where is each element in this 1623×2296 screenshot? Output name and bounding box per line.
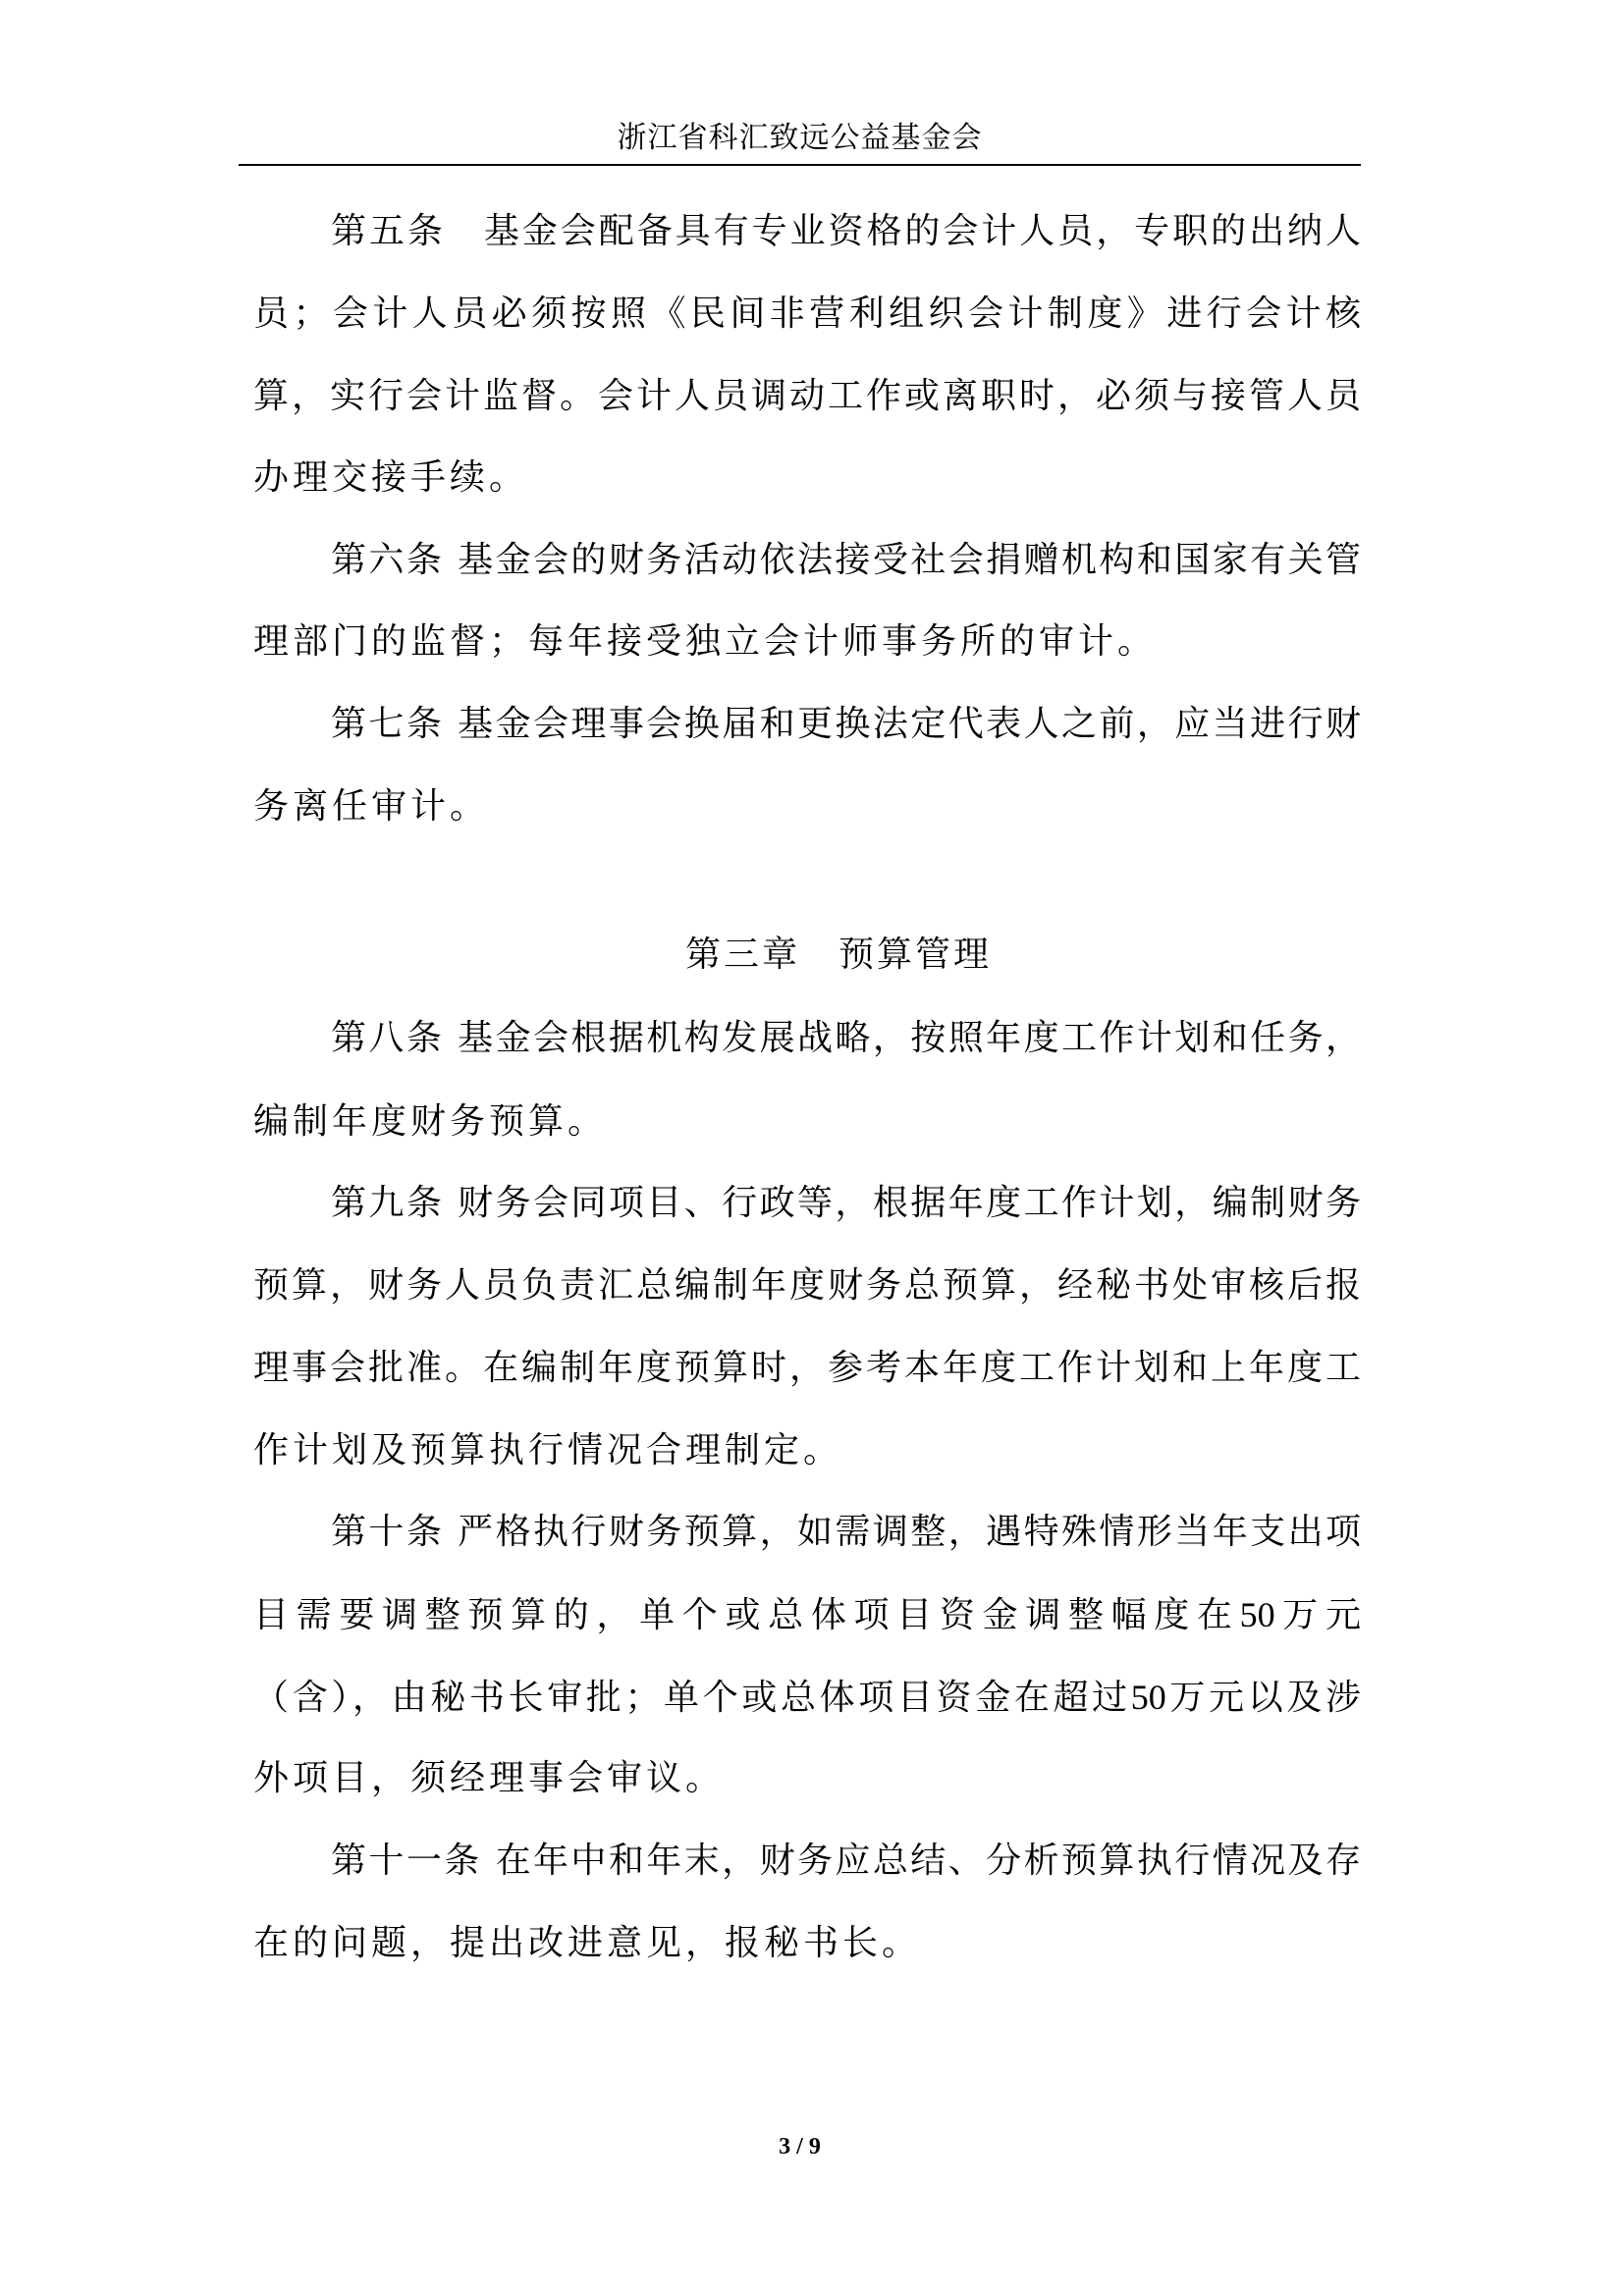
chapter-heading: 第三章 预算管理 <box>684 934 992 975</box>
paragraph-line: 务离任审计。 <box>253 786 490 827</box>
paragraph-first-line: 第七条 基金会理事会换届和更换法定代表人之前，应当进行财 <box>331 704 1361 744</box>
paragraph-line: 办理交接手续。 <box>253 457 529 498</box>
paragraph-line: 算，实行会计监督。会计人员调动工作或离职时，必须与接管人员 <box>253 376 1361 416</box>
paragraph-line: 预算，财务人员负责汇总编制年度财务总预算，经秘书处审核后报 <box>253 1265 1361 1306</box>
paragraph-first-line: 第九条 财务会同项目、行政等，根据年度工作计划，编制财务 <box>331 1183 1361 1223</box>
paragraph-line: 外项目，须经理事会审议。 <box>253 1758 726 1798</box>
paragraph-first-line: 第五条 基金会配备具有专业资格的会计人员，专职的出纳人 <box>331 211 1361 251</box>
paragraph-line: 在的问题，提出改进意见，报秘书长。 <box>253 1923 922 1963</box>
amount-number: 50 <box>1130 1678 1166 1717</box>
paragraph-first-line: 第十一条 在年中和年末，财务应总结、分析预算执行情况及存 <box>331 1841 1361 1881</box>
header-divider <box>239 164 1361 166</box>
page-number: 3 / 9 <box>779 2134 821 2160</box>
paragraph-line: 理事会批准。在编制年度预算时，参考本年度工作计划和上年度工 <box>253 1348 1361 1388</box>
amount-number: 50 <box>1239 1595 1275 1634</box>
paragraph-first-line: 第六条 基金会的财务活动依法接受社会捐赠机构和国家有关管 <box>331 540 1361 580</box>
paragraph-first-line: 第八条 基金会根据机构发展战略，按照年度工作计划和任务， <box>331 1018 1361 1058</box>
paragraph-first-line: 第十条 严格执行财务预算，如需调整，遇特殊情形当年支出项 <box>331 1512 1361 1552</box>
paragraph-line: 目需要调整预算的，单个或总体项目资金调整幅度在50万元 <box>253 1595 1361 1635</box>
paragraph-line: 员；会计人员必须按照《民间非营利组织会计制度》进行会计核 <box>253 294 1361 334</box>
paragraph-line: 编制年度财务预算。 <box>253 1101 608 1142</box>
paragraph-line: 理部门的监督；每年接受独立会计师事务所的审计。 <box>253 621 1158 662</box>
paragraph-line: （含），由秘书长审批；单个或总体项目资金在超过50万元以及涉 <box>253 1678 1361 1718</box>
header-title: 浙江省科汇致远公益基金会 <box>617 121 983 155</box>
paragraph-line: 作计划及预算执行情况合理制定。 <box>253 1430 843 1470</box>
